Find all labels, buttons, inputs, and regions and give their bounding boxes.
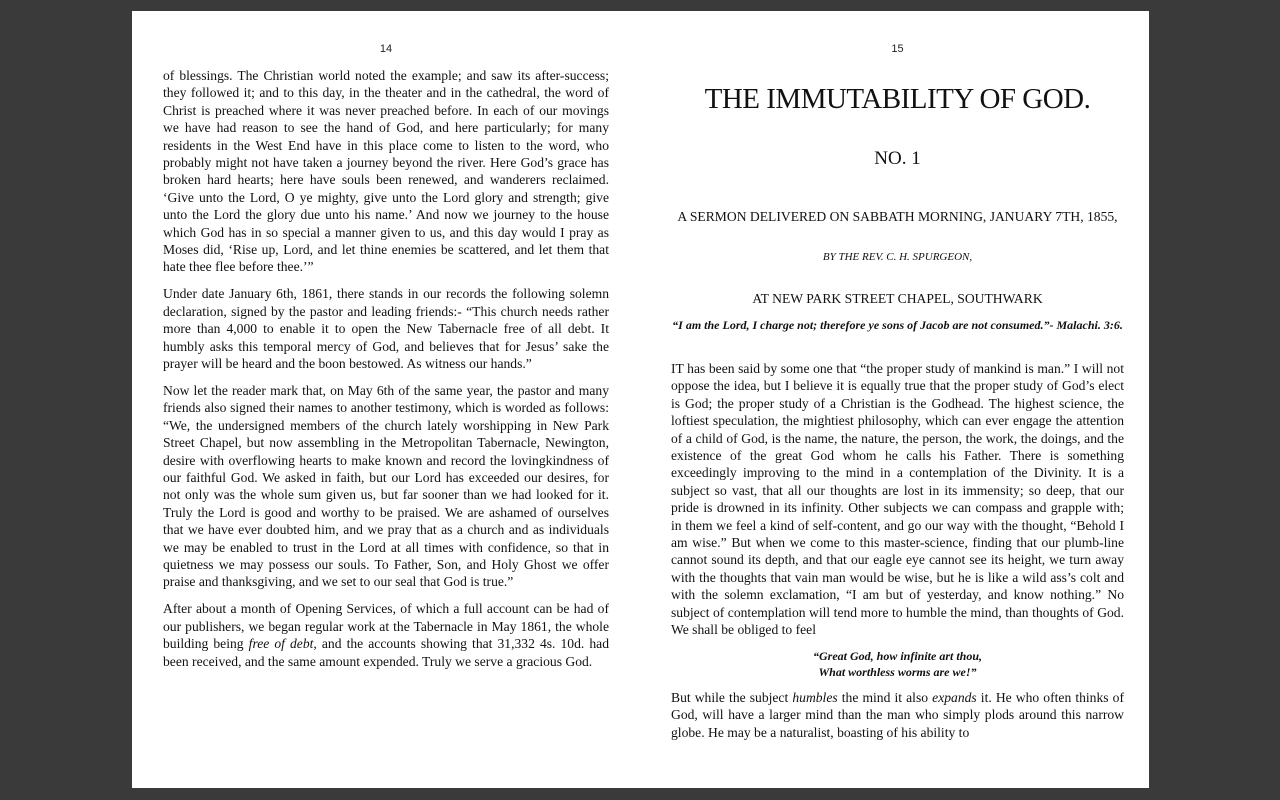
emphasis: free of debt [248, 636, 314, 652]
emphasis: humbles [792, 690, 838, 705]
scripture-epigraph: “I am the Lord, I charge not; therefore ye sons of Jacob are not consumed.”- Malachi. 3:6. [672, 318, 1123, 332]
right-page-body [671, 360, 1124, 751]
hymn-quote [671, 648, 1124, 680]
byline: BY THE REV. C. H. SPURGEON, [822, 251, 973, 263]
paragraph [671, 689, 1124, 741]
paragraph: of blessings. The Christian world noted the example; and saw its after-success; they followed it; and to this day, in the theater and in the cathedral, the word of Christ is preached where it was never preached before. In each of our movings we have had reason to see the hand of God, and here particularly; for many residents in the West End have in this place come to listen to the word, who probably might not have taken a journey beyond the river. Here God’s grace has broken hard hearts; here have souls been renewed, and wanderers reclaimed. ‘Give unto the Lord, O ye mighty, give unto the Lord glory and strength; give unto the Lord the glory due unto his name.’ And now we journey to the house which God has in so special a manner given to us, and this day would I pray as Moses did, ‘Rise up, Lord, and let thine enemies be scattered, and let them that hate thee flee before thee.’” [163, 68, 609, 275]
sermon-date-line: A SERMON DELIVERED ON SABBATH MORNING, JANUARY 7TH, 1855, [677, 209, 1118, 224]
text-run: the mind it also [837, 690, 933, 705]
text-run: it. He who often thinks of God, will have a larger mind than the man who simply plods around this narrow globe. He may be a naturalist, boasting of his ability to [671, 690, 1124, 740]
right-page [671, 11, 1124, 788]
paragraph: Now let the reader mark that, on May 6th of the same year, the pastor and many friends also signed their names to another testimony, which is worded as follows: “We, the undersigned members of the church lately worshipping in New Park Street Chapel, but now assembling in the Metropolitan Tabernacle, Newington, desire with overflowing hearts to make known and record the lovingkindness of our faithful God. We asked in faith, but our Lord has exceeded our desires, for not only was the whole sum given us, but far sooner than we had looked for it. Truly the Lord is good and worthy to be praised. We are ashamed of ourselves that we have ever doubted him, and we pray that as a church and as individuals we may be enabled to trust in the Lord at all times with confidence, so that in quietness we may possess our souls. To Father, Son, and Holy Ghost we offer praise and thanksgiving, and we set to our seal that God is true.” [163, 382, 609, 590]
paragraph: Under date January 6th, 1861, there stands in our records the following solemn declaration, signed by the pastor and leading friends:- “This church needs rather more than 4,000 to enable it to open the New Tabernacle free of all debt. It humbly asks this temporal mercy of God, and believes that for Jesus’ sake the prayer will be heard and the boon bestowed. As witness our hands.” [163, 286, 609, 371]
chapel-line: AT NEW PARK STREET CHAPEL, SOUTHWARK [752, 291, 1043, 306]
sermon-number: NO. 1 [874, 148, 921, 169]
emphasis: expands [932, 690, 977, 705]
text-run: After about a month of Opening Services, of which a full account can be had of our publishers, we began regular work at the Tabernacle in May 1861, the whole building being [163, 601, 609, 652]
sermon-title: THE IMMUTABILITY OF GOD. [704, 83, 1091, 115]
page-number: 14 [379, 43, 393, 55]
text-run: But while the subject [671, 690, 793, 705]
hymn-line: What worthless worms are we!” [818, 665, 977, 679]
left-page-body [163, 67, 609, 679]
paragraph: IT has been said by some one that “the proper study of mankind is man.” I will not oppose the idea, but I believe it is equally true that the proper study of God’s elect is God; the proper study of a Christian is the Godhead. The highest science, the loftiest speculation, the mightiest philosophy, which can ever engage the attention of a child of God, is the name, the nature, the person, the work, the doings, and the existence of the great God whom he calls his Father. There is something exceedingly improving to the mind in a contemplation of the Divinity. It is a subject so vast, that all our thoughts are lost in its immensity; so deep, that our pride is drowned in its infinity. Other subjects we can compass and grapple with; in them we feel a kind of self-content, and go our way with the thought, “Behold I am wise.” But when we come to this master-science, finding that our plumb-line cannot sound its depth, and that our eagle eye cannot see its height, we turn away with the thoughts that vain man would be wise, but he is like a wild ass’s colt and with the solemn exclamation, “I am but of yesterday, and know nothing.” No subject of contemplation will tend more to humble the mind, than thoughts of God. We shall be obliged to feel [671, 361, 1124, 638]
page-number: 15 [891, 43, 904, 55]
paragraph [163, 600, 609, 670]
text-run: , and the accounts showing that 31,332 4s. 10d. had been received, and the same amount expended. Truly we serve a gracious God. [163, 636, 609, 669]
page-spread [132, 11, 1149, 788]
hymn-line: “Great God, how infinite art thou, [812, 649, 983, 663]
left-page [163, 11, 609, 788]
